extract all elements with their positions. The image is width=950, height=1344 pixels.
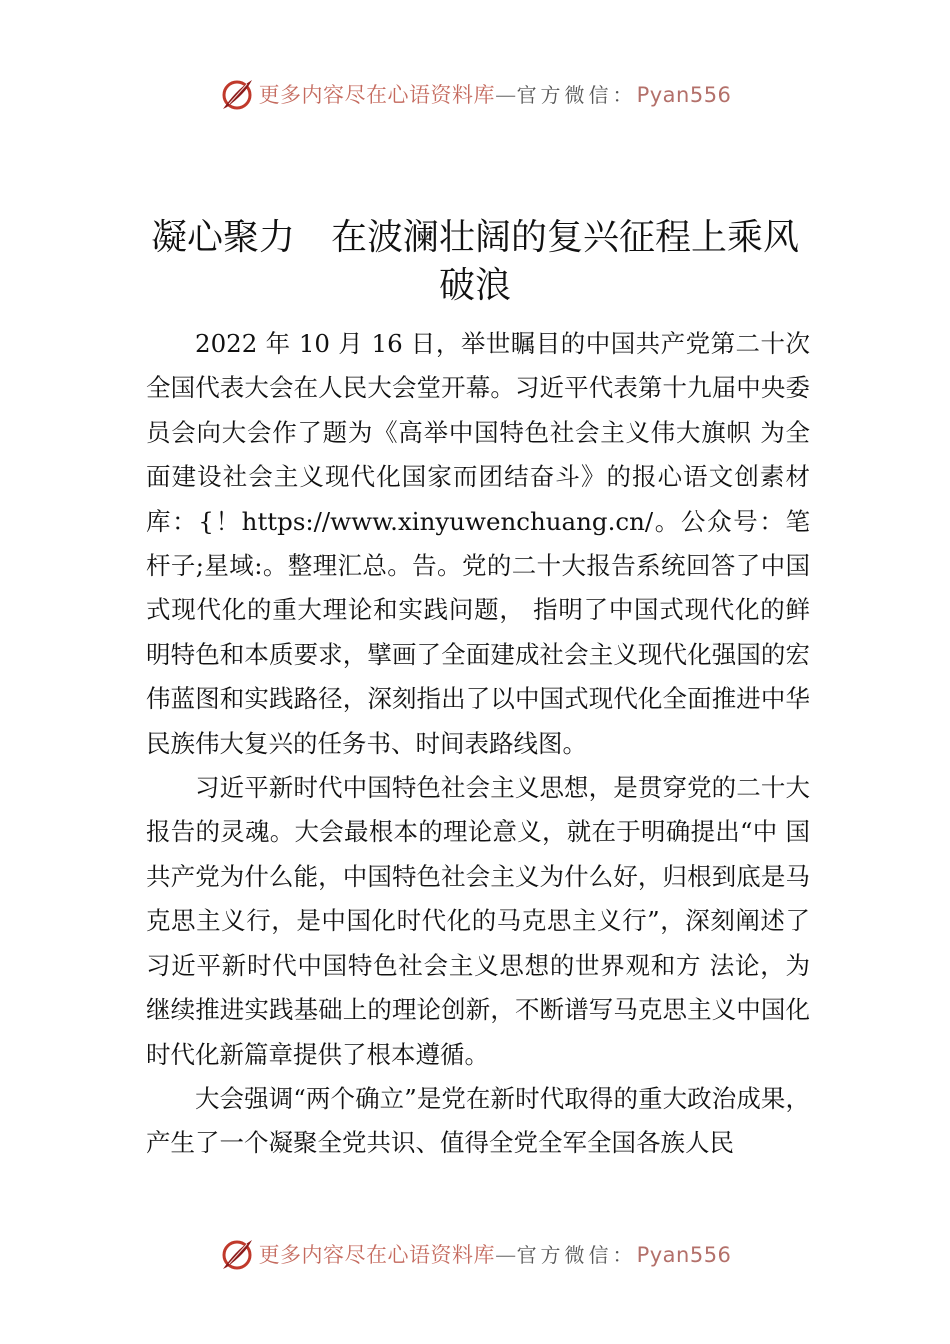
- feather-logo-icon: [219, 1236, 255, 1272]
- paragraph-3: 大会强调“两个确立”是党在新时代取得的重大政治成果，产生了一个凝聚全党共识、值得全党全军全国各族人民: [146, 1083, 810, 1158]
- watermark-text: 更多内容尽在心语资料库: [258, 83, 496, 107]
- header-watermark: [0, 72, 950, 116]
- watermark-label: 官方微信：: [516, 83, 637, 107]
- title-line-1: 凝心聚力 在波澜壮阔的复兴征程上乘风: [150, 217, 799, 258]
- watermark-account: Pyan556: [636, 1243, 732, 1267]
- watermark-separator: —: [495, 83, 517, 107]
- paragraph-2: 习近平新时代中国特色社会主义思想，是贯穿党的二十大报告的灵魂。大会最根本的理论意义，就在于明确提出“中 国共产党为什么能，中国特色社会主义为什么好，归根到底是马克思主义行，是中国化时代化的马克思主义行”，深刻阐述了习近平新时代中国特色社会主义思想的世界观和方 法论，为继续推进实践基础上的理论创新，不断谱写马克思主义中国化时代化新篇章提供了根本遵循。: [146, 773, 810, 1069]
- watermark-label: 官方微信：: [516, 1243, 637, 1267]
- feather-logo-icon: [219, 76, 255, 112]
- watermark-text: 更多内容尽在心语资料库: [258, 1243, 496, 1267]
- paragraph-1: 2022 年 10 月 16 日，举世瞩目的中国共产党第二十次全国代表大会在人民大会堂开幕。习近平代表第十九届中央委员会向大会作了题为《高举中国特色社会主义伟大旗帜 为全面建设社会主义现代化国家而团结奋斗》的报心语文创素材库：{！https://www.xinyuwenchuang.cn/。公众号：笔杆子;星域:。整理汇总。告。党的二十大报告系统回答了中国式现代化的重大理论和实践问题， 指明了中国式现代化的鲜明特色和本质要求，擘画了全面建成社会主义现代化强国的宏伟蓝图和实践路径，深刻指出了以中国式现代化全面推进中华民族伟大复兴的任务书、时间表路线图。: [146, 329, 810, 758]
- watermark-account: Pyan556: [636, 83, 732, 107]
- footer-watermark: [0, 1232, 950, 1276]
- document-title: [120, 214, 830, 310]
- article-body: [146, 322, 810, 1166]
- watermark-separator: —: [495, 1243, 517, 1267]
- title-line-2: 破浪: [438, 265, 511, 306]
